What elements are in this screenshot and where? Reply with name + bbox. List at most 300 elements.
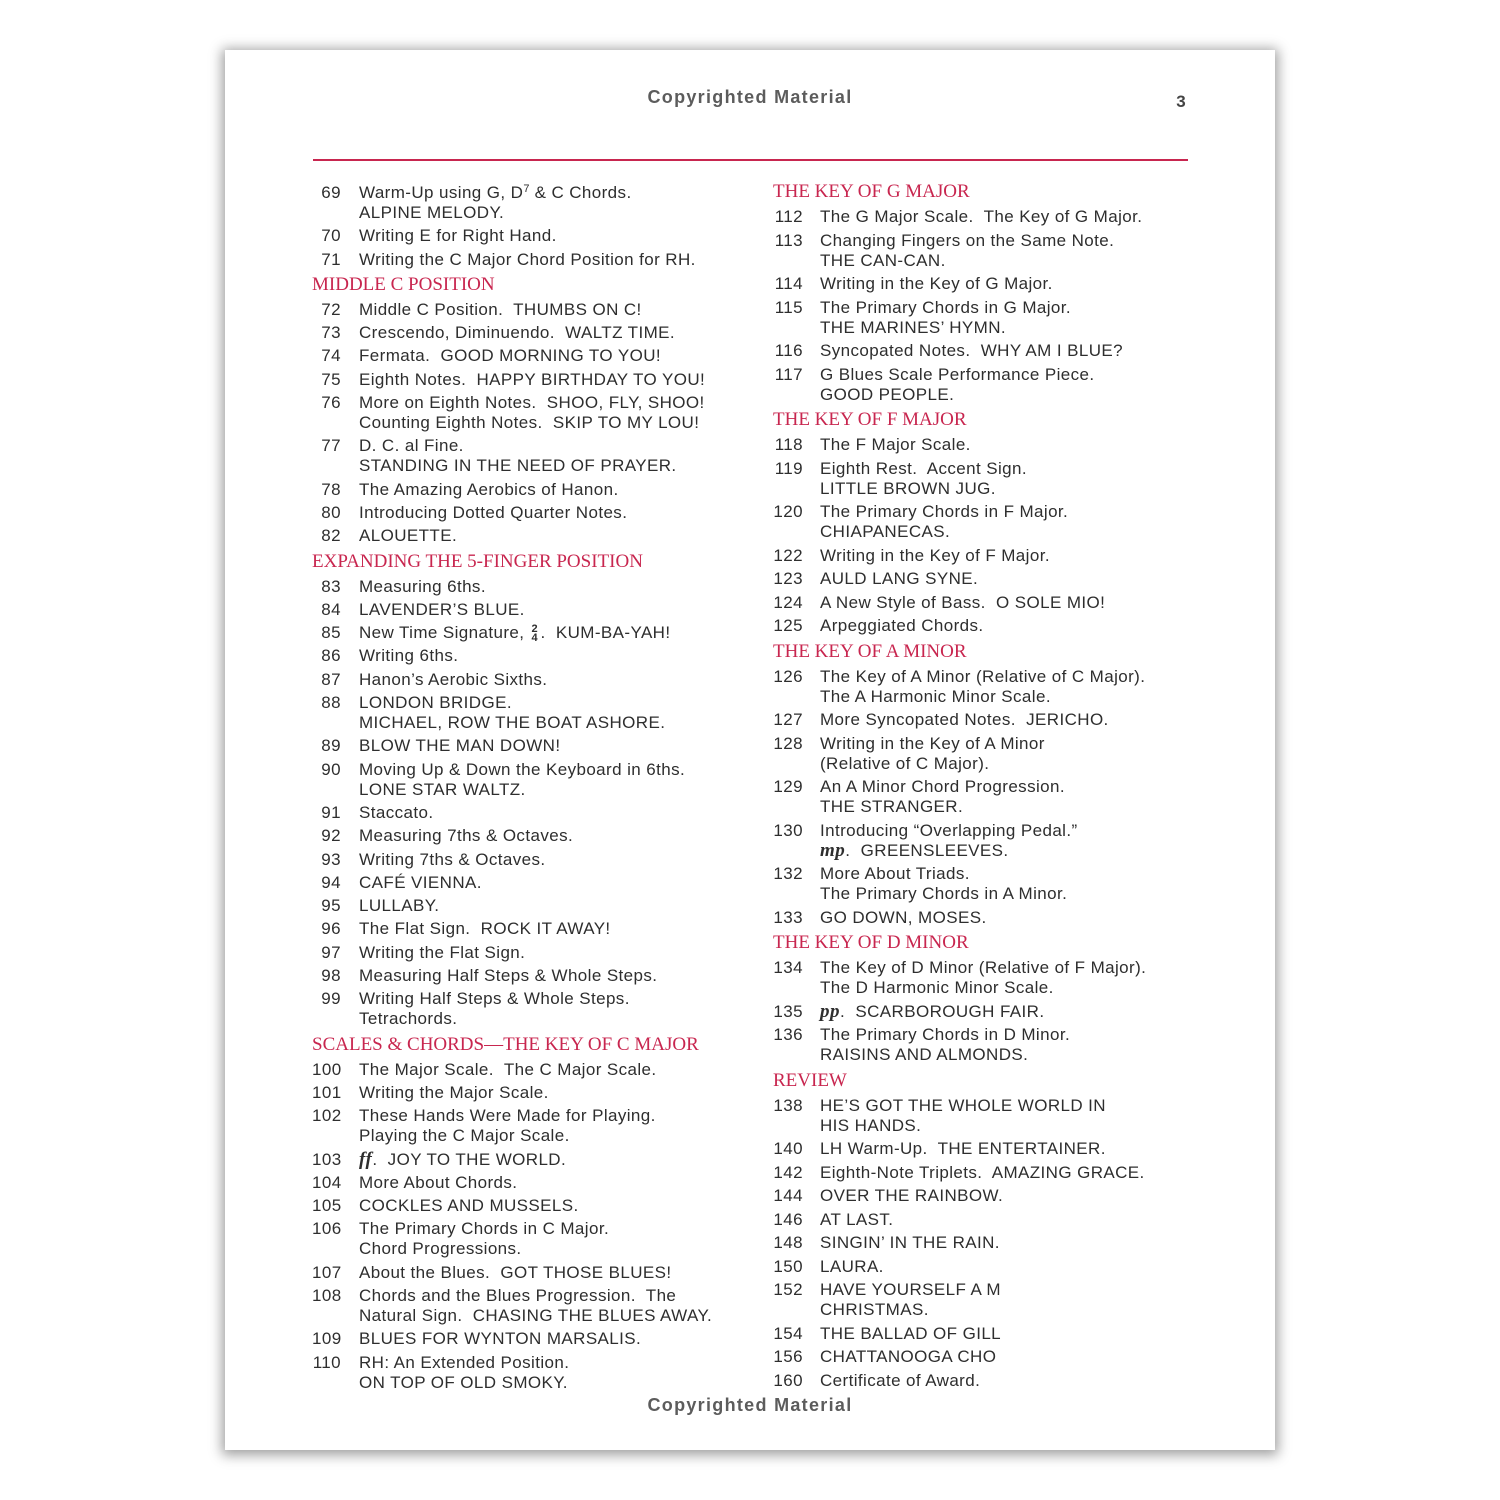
- toc-entry: [312, 250, 752, 270]
- entry-title-line: The Primary Chords in D Minor.: [820, 1025, 1071, 1044]
- entry-title-line: The A Harmonic Minor Scale.: [820, 686, 1051, 706]
- entry-title-line: SINGIN’ IN THE RAIN.: [820, 1233, 1000, 1252]
- entry-page-number: 112: [774, 207, 803, 226]
- toc-entry: [312, 577, 752, 597]
- entry-title: [820, 1002, 1044, 1022]
- toc-entry: [773, 365, 1213, 405]
- entry-title: [820, 435, 971, 455]
- entry-page-number: 99: [321, 989, 341, 1009]
- entry-page-number: 69: [321, 183, 341, 202]
- entry-title-line: LAVENDER’S BLUE.: [359, 599, 525, 619]
- entry-title-line: Arpeggiated Chords.: [820, 616, 984, 635]
- toc-entry: [312, 943, 752, 963]
- entry-title-line: Measuring Half Steps & Whole Steps.: [359, 966, 658, 986]
- entry-page-number: 122: [773, 545, 803, 565]
- entry-title-line: Writing in the Key of A Minor: [820, 733, 1045, 753]
- toc-entry: [773, 435, 1213, 455]
- toc-entry: [312, 693, 752, 733]
- entry-page-number: 128: [773, 733, 803, 753]
- entry-page-number: 119: [774, 458, 803, 478]
- running-header: Copyrighted Material: [647, 87, 853, 107]
- toc-entry: [773, 298, 1213, 338]
- entry-title-line: ON TOP OF OLD SMOKY.: [359, 1372, 568, 1392]
- entry-title-line: RH: An Extended Position.: [359, 1352, 570, 1372]
- entry-title-line: Moving Up & Down the Keyboard in 6ths.: [359, 759, 686, 779]
- toc-entry: [773, 777, 1213, 817]
- entry-title: [820, 569, 978, 589]
- entry-title-text: & C Chords.: [529, 183, 632, 202]
- toc-entry: [773, 1025, 1213, 1065]
- entry-title-line: Introducing “Overlapping Pedal.”: [820, 820, 1078, 840]
- toc-entry: [312, 503, 752, 523]
- entry-title-line: D. C. al Fine.: [359, 436, 464, 456]
- toc-entry: [773, 1096, 1213, 1136]
- entry-title: [820, 459, 1027, 499]
- entry-page-number: 90: [321, 759, 341, 779]
- section-heading: THE KEY OF G MAJOR: [773, 181, 970, 202]
- time-signature: [530, 622, 540, 644]
- entry-title-line: These Hands Were Made for Playing.: [359, 1106, 656, 1126]
- entry-title-text: . JOY TO THE WORLD.: [372, 1149, 567, 1169]
- entry-page-number: 109: [312, 1329, 342, 1349]
- toc-entry: [312, 670, 752, 690]
- toc-entry: [773, 1324, 1213, 1344]
- entry-title: [359, 919, 611, 939]
- toc-entry: [312, 1083, 752, 1103]
- entry-page-number: 125: [773, 616, 803, 635]
- entry-page-number: 132: [773, 864, 803, 883]
- entry-title-line: OVER THE RAINBOW.: [820, 1186, 1004, 1205]
- toc-entry: [312, 850, 752, 870]
- section-heading: EXPANDING THE 5-FINGER POSITION: [312, 550, 643, 572]
- toc-entry: [312, 966, 752, 986]
- entry-title: [820, 1324, 1001, 1344]
- entry-page-number: 72: [321, 299, 341, 319]
- entry-title: [359, 577, 486, 597]
- toc-entry: [312, 436, 752, 476]
- entry-page-number: 108: [312, 1285, 342, 1305]
- entry-title: [359, 1173, 517, 1193]
- entry-title: [359, 646, 458, 666]
- entry-page-number: 103: [312, 1149, 342, 1169]
- entry-title: [359, 850, 546, 870]
- toc-entry: [312, 393, 752, 433]
- toc-entry: [312, 346, 752, 366]
- entry-title-line: [820, 1002, 1044, 1022]
- toc-entry: [773, 459, 1213, 499]
- entry-title-line: More About Triads.: [820, 864, 970, 883]
- entry-page-number: 144: [773, 1186, 803, 1205]
- entry-page-number: 104: [312, 1172, 342, 1192]
- entry-title-line: GOOD PEOPLE.: [820, 384, 955, 404]
- entry-page-number: 126: [773, 666, 803, 686]
- entry-page-number: 74: [321, 346, 341, 366]
- entry-title: [820, 1163, 1145, 1183]
- entry-page-number: 160: [773, 1370, 803, 1390]
- entry-title-line: The Primary Chords in C Major.: [359, 1219, 610, 1239]
- entry-page-number: 136: [773, 1025, 803, 1044]
- entry-title: [820, 616, 984, 636]
- entry-title-line: THE STRANGER.: [820, 797, 964, 816]
- toc-entry: [312, 370, 752, 390]
- entry-title: [359, 300, 642, 320]
- entry-page-number: 129: [773, 777, 803, 796]
- entry-title: [359, 1083, 549, 1103]
- dynamic-marking: ff: [359, 1148, 373, 1170]
- entry-title-line: BLUES FOR WYNTON MARSALIS.: [359, 1329, 642, 1349]
- entry-page-number: 107: [312, 1262, 342, 1282]
- entry-title: [359, 736, 560, 756]
- entry-title: [820, 821, 1078, 861]
- entry-page-number: 154: [773, 1323, 803, 1343]
- entry-title: [820, 734, 1045, 774]
- entry-title: [359, 436, 677, 476]
- toc-entry: [773, 1257, 1213, 1277]
- entry-title-line: Hanon’s Aerobic Sixths.: [359, 669, 548, 689]
- entry-title-line: A New Style of Bass. O SOLE MIO!: [820, 592, 1106, 612]
- entry-title: [359, 393, 705, 433]
- toc-entry: [773, 569, 1213, 589]
- entry-title-line: LH Warm-Up. THE ENTERTAINER.: [820, 1139, 1106, 1158]
- entry-title-line: Measuring 7ths & Octaves.: [359, 826, 574, 846]
- entry-title: [359, 1286, 712, 1326]
- toc-entry: [312, 736, 752, 756]
- entry-title: [359, 503, 627, 523]
- entry-title-line: Writing the C Major Chord Position for RH.: [359, 249, 696, 269]
- entry-title-line: The Amazing Aerobics of Hanon.: [359, 479, 619, 499]
- entry-title-line: Chord Progressions.: [359, 1239, 522, 1259]
- entry-title-line: Counting Eighth Notes. SKIP TO MY LOU!: [359, 413, 700, 433]
- entry-title-line: Natural Sign. CHASING THE BLUES AWAY.: [359, 1305, 713, 1325]
- toc-entry: [773, 821, 1213, 861]
- entry-page-number: 84: [321, 599, 341, 619]
- entry-title: [820, 864, 1067, 904]
- entry-title: [820, 1347, 996, 1367]
- entry-title-line: RAISINS AND ALMONDS.: [820, 1045, 1029, 1064]
- toc-entry: [773, 1002, 1213, 1022]
- entry-title: [820, 546, 1050, 566]
- entry-title: [359, 250, 696, 270]
- toc-entry: [312, 1106, 752, 1146]
- toc-entry: [312, 526, 752, 546]
- entry-title-line: G Blues Scale Performance Piece.: [820, 364, 1095, 384]
- entry-page-number: 140: [773, 1139, 803, 1158]
- entry-page-number: 115: [774, 297, 803, 317]
- toc-entry: [773, 1347, 1213, 1367]
- entry-page-number: 94: [321, 872, 341, 892]
- entry-title: [820, 710, 1109, 730]
- entry-page-number: 82: [321, 526, 341, 546]
- toc-entry: [312, 1353, 752, 1393]
- toc-entry: [312, 1286, 752, 1326]
- entry-title: [359, 226, 557, 246]
- toc-entry: [312, 646, 752, 666]
- entry-page-number: 120: [773, 502, 803, 521]
- entry-title: [359, 896, 439, 916]
- entry-title-line: The Key of A Minor (Relative of C Major).: [820, 666, 1146, 686]
- entry-title-line: [820, 841, 1078, 861]
- entry-title: [359, 370, 705, 390]
- section-heading: THE KEY OF F MAJOR: [773, 409, 967, 430]
- entry-title-text: . GREENSLEEVES.: [845, 840, 1009, 860]
- entry-title-line: LITTLE BROWN JUG.: [820, 478, 996, 498]
- entry-page-number: 92: [321, 826, 341, 846]
- entry-page-number: 124: [773, 592, 803, 612]
- entry-title: [820, 1233, 1000, 1253]
- entry-title: [359, 346, 661, 366]
- entry-title-line: Certificate of Award.: [820, 1370, 981, 1390]
- entry-title-line: Writing the Flat Sign.: [359, 942, 526, 962]
- section-heading: REVIEW: [773, 1069, 847, 1091]
- toc-entry: [312, 896, 752, 916]
- toc-entry: [312, 826, 752, 846]
- entry-title-line: Crescendo, Diminuendo. WALTZ TIME.: [359, 323, 676, 343]
- toc-entry: [773, 1210, 1213, 1230]
- entry-page-number: 156: [773, 1347, 803, 1366]
- toc-entry: [312, 873, 752, 893]
- entry-page-number: 123: [773, 569, 803, 588]
- toc-entry: [773, 908, 1213, 928]
- entry-title: [359, 873, 482, 893]
- entry-page-number: 70: [321, 226, 341, 246]
- entry-page-number: 127: [773, 710, 803, 729]
- entry-title-line: ALOUETTE.: [359, 526, 458, 546]
- entry-page-number: 116: [774, 341, 803, 360]
- toc-entry: [773, 1371, 1213, 1391]
- entry-title: [820, 502, 1068, 542]
- page-number: 3: [1176, 92, 1186, 111]
- entry-page-number: 86: [321, 646, 341, 666]
- section-heading: THE KEY OF A MINOR: [773, 640, 967, 662]
- page-sheet: [225, 50, 1275, 1450]
- entry-title-line: The Major Scale. The C Major Scale.: [359, 1059, 657, 1079]
- toc-entry: [773, 231, 1213, 271]
- toc-entry: [773, 864, 1213, 904]
- entry-title: [359, 966, 657, 986]
- entry-title-line: [359, 183, 632, 203]
- entry-page-number: 96: [321, 919, 341, 939]
- entry-title-line: The Primary Chords in G Major.: [820, 297, 1072, 317]
- entry-title-line: [359, 623, 670, 643]
- entry-title-line: THE BALLAD OF GILL: [820, 1323, 1002, 1343]
- entry-title-line: CHATTANOOGA CHO: [820, 1347, 997, 1366]
- entry-page-number: 118: [774, 435, 803, 454]
- entry-title: [359, 989, 630, 1029]
- entry-page-number: 89: [321, 736, 341, 756]
- entry-title-line: HAVE YOURSELF A M: [820, 1280, 1001, 1299]
- entry-title: [820, 1096, 1106, 1136]
- toc-entry: [773, 1163, 1213, 1183]
- entry-title: [820, 298, 1071, 338]
- entry-title: [359, 1329, 641, 1349]
- entry-title-line: Writing Half Steps & Whole Steps.: [359, 989, 630, 1009]
- entry-title-line: The Flat Sign. ROCK IT AWAY!: [359, 919, 611, 939]
- entry-title-line: Chords and the Blues Progression. The: [359, 1285, 677, 1305]
- entry-page-number: 87: [321, 669, 341, 689]
- entry-title-line: AT LAST.: [820, 1209, 894, 1229]
- time-signature-top: 2: [531, 622, 538, 635]
- time-signature-bottom: 4: [531, 631, 538, 644]
- entry-page-number: 98: [321, 966, 341, 986]
- entry-title: [820, 1186, 1003, 1206]
- entry-page-number: 80: [321, 502, 341, 522]
- entry-title-line: LONE STAR WALTZ.: [359, 779, 526, 799]
- entry-page-number: 85: [321, 623, 341, 643]
- entry-title: [359, 1263, 672, 1283]
- entry-title: [820, 1280, 1001, 1320]
- toc-column-left: [312, 183, 752, 1396]
- toc-entry: [773, 341, 1213, 361]
- entry-page-number: 117: [774, 364, 803, 384]
- entry-title: [820, 1210, 893, 1230]
- entry-title-line: THE CAN-CAN.: [820, 250, 946, 270]
- entry-page-number: 83: [321, 576, 341, 596]
- entry-title: [359, 670, 547, 690]
- entry-title-line: (Relative of C Major).: [820, 753, 990, 773]
- entry-title-line: LONDON BRIDGE.: [359, 693, 512, 713]
- toc-entry: [773, 207, 1213, 227]
- entry-title: [820, 341, 1123, 361]
- entry-title: [359, 1106, 656, 1146]
- toc-entry: [312, 1173, 752, 1193]
- entry-title-line: CHRISTMAS.: [820, 1300, 929, 1319]
- entry-title-line: [359, 1150, 566, 1170]
- section-heading: MIDDLE C POSITION: [312, 273, 495, 295]
- entry-page-number: 152: [773, 1280, 803, 1299]
- entry-title: [359, 623, 670, 643]
- toc-entry: [312, 226, 752, 246]
- toc-entry: [773, 274, 1213, 294]
- toc-entry: [773, 502, 1213, 542]
- entry-title-line: Fermata. GOOD MORNING TO YOU!: [359, 346, 661, 366]
- entry-title-line: Writing in the Key of G Major.: [820, 274, 1053, 293]
- entry-title-line: Writing the Major Scale.: [359, 1082, 549, 1102]
- entry-page-number: 150: [773, 1256, 803, 1276]
- entry-page-number: 93: [321, 849, 341, 869]
- entry-page-number: 71: [321, 249, 341, 269]
- entry-page-number: 148: [773, 1233, 803, 1252]
- toc-entry: [773, 958, 1213, 998]
- entry-title-line: Measuring 6ths.: [359, 576, 486, 596]
- entry-title: [820, 1257, 884, 1277]
- entry-title-line: Introducing Dotted Quarter Notes.: [359, 502, 628, 522]
- entry-title-line: More Syncopated Notes. JERICHO.: [820, 710, 1109, 729]
- entry-title-text: New Time Signature,: [359, 623, 530, 643]
- entry-title-line: Eighth Rest. Accent Sign.: [820, 458, 1027, 478]
- toc-entry: [773, 734, 1213, 774]
- entry-page-number: 134: [773, 958, 803, 977]
- toc-entry: [773, 546, 1213, 566]
- entry-title: [820, 365, 1095, 405]
- entry-title: [820, 207, 1142, 227]
- entry-page-number: 138: [773, 1095, 803, 1115]
- entry-title-line: Eighth Notes. HAPPY BIRTHDAY TO YOU!: [359, 369, 706, 389]
- toc-column-right: [773, 180, 1213, 1394]
- entry-title-line: COCKLES AND MUSSELS.: [359, 1196, 579, 1216]
- entry-page-number: 75: [321, 369, 341, 389]
- toc-entry: [312, 919, 752, 939]
- entry-title-line: Tetrachords.: [359, 1009, 458, 1029]
- toc-entry: [773, 1186, 1213, 1206]
- toc-entry: [773, 616, 1213, 636]
- dynamic-marking: mp: [820, 839, 846, 861]
- entry-title-line: MICHAEL, ROW THE BOAT ASHORE.: [359, 713, 666, 733]
- section-heading: THE KEY OF D MINOR: [773, 932, 969, 953]
- entry-title-line: Syncopated Notes. WHY AM I BLUE?: [820, 341, 1123, 360]
- entry-title: [359, 323, 675, 343]
- entry-page-number: 101: [312, 1082, 342, 1102]
- entry-title: [359, 803, 433, 823]
- entry-title-line: CHIAPANECAS.: [820, 522, 951, 541]
- entry-title-line: Writing in the Key of F Major.: [820, 545, 1050, 565]
- entry-title: [359, 600, 525, 620]
- entry-title: [359, 1196, 579, 1216]
- entry-title-line: LAURA.: [820, 1256, 884, 1276]
- entry-title: [359, 826, 573, 846]
- entry-title: [820, 1371, 980, 1391]
- entry-title: [820, 958, 1146, 998]
- entry-title: [820, 1025, 1070, 1065]
- section-heading: SCALES & CHORDS—THE KEY OF C MAJOR: [312, 1033, 699, 1055]
- toc-entry: [312, 323, 752, 343]
- entry-title: [359, 183, 632, 223]
- entry-title-line: Writing 7ths & Octaves.: [359, 849, 546, 869]
- entry-title-line: The G Major Scale. The Key of G Major.: [820, 207, 1143, 226]
- toc-entry: [773, 1280, 1213, 1320]
- entry-page-number: 113: [774, 230, 803, 250]
- entry-title: [820, 1139, 1106, 1159]
- entry-title: [359, 480, 619, 500]
- toc-entry: [312, 183, 752, 223]
- entry-page-number: 114: [774, 274, 803, 293]
- entry-title-line: Middle C Position. THUMBS ON C!: [359, 299, 642, 319]
- entry-title: [359, 1150, 566, 1170]
- toc-entry: [312, 1060, 752, 1080]
- entry-title-line: Playing the C Major Scale.: [359, 1126, 570, 1146]
- entry-title-line: The F Major Scale.: [820, 435, 971, 454]
- toc-entry: [312, 803, 752, 823]
- running-footer: Copyrighted Material: [647, 1395, 853, 1415]
- entry-title-line: Changing Fingers on the Same Note.: [820, 230, 1115, 250]
- entry-page-number: 135: [773, 1001, 803, 1021]
- entry-title-line: About the Blues. GOT THOSE BLUES!: [359, 1262, 672, 1282]
- entry-title-line: Writing E for Right Hand.: [359, 226, 557, 246]
- toc-entry: [312, 1196, 752, 1216]
- entry-title-line: Eighth-Note Triplets. AMAZING GRACE.: [820, 1162, 1145, 1182]
- entry-title-line: Writing 6ths.: [359, 646, 459, 666]
- entry-page-number: 100: [312, 1059, 342, 1079]
- entry-title-text: . KUM-BA-YAH!: [540, 623, 671, 643]
- toc-entry: [773, 667, 1213, 707]
- entry-title: [359, 526, 457, 546]
- entry-title-line: HIS HANDS.: [820, 1115, 922, 1135]
- entry-title-text: Warm-Up using G, D: [359, 183, 524, 202]
- entry-title: [359, 693, 665, 733]
- entry-title: [359, 1219, 609, 1259]
- entry-title: [820, 593, 1105, 613]
- entry-title-line: HE’S GOT THE WHOLE WORLD IN: [820, 1095, 1106, 1115]
- entry-title-line: The Primary Chords in A Minor.: [820, 884, 1068, 903]
- dynamic-marking: pp: [820, 1000, 840, 1022]
- entry-page-number: 130: [773, 820, 803, 840]
- entry-page-number: 146: [773, 1209, 803, 1229]
- entry-page-number: 97: [321, 942, 341, 962]
- entry-title-line: STANDING IN THE NEED OF PRAYER.: [359, 456, 677, 476]
- header-rule: [313, 159, 1188, 161]
- entry-page-number: 106: [312, 1219, 342, 1239]
- toc-entry: [312, 600, 752, 620]
- entry-title-line: The Key of D Minor (Relative of F Major).: [820, 958, 1147, 977]
